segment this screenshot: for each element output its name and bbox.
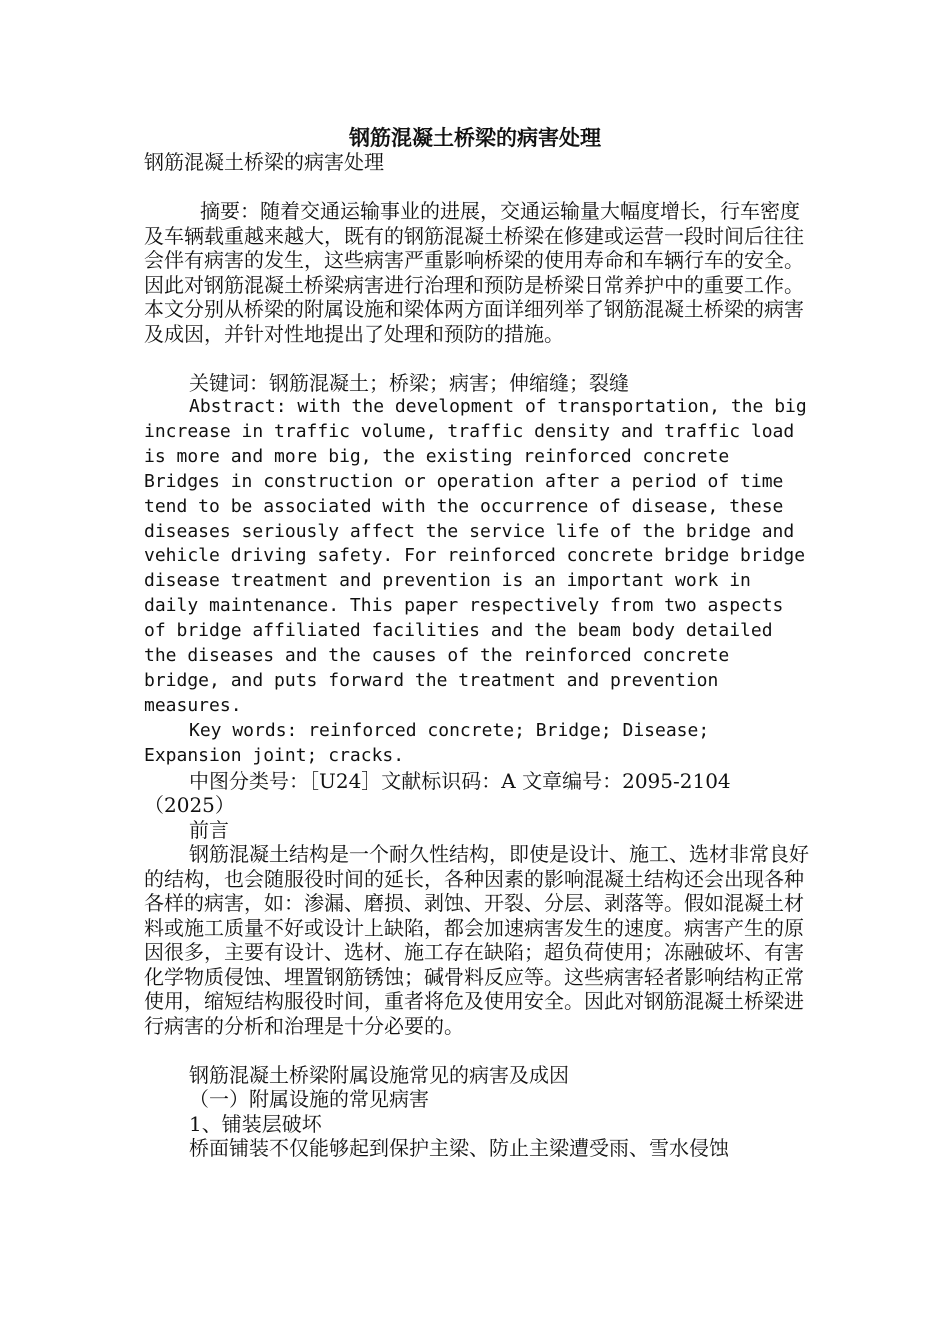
document-title: 钢筋混凝土桥梁的病害处理 [349,125,601,150]
document-subtitle: 钢筋混凝土桥梁的病害处理 [144,150,384,174]
document-body [144,150,810,1161]
item-paragraph: 桥面铺装不仅能够起到保护主梁、防止主梁遭受雨、雪水侵蚀 [189,1136,729,1161]
preface-paragraph: 钢筋混凝土结构是一个耐久性结构，即使是设计、施工、选材非常良好的结构，也会随服役时间的延长，各种因素的影响混凝土结构还会出现各种各样的病害，如：渗漏、磨损、剥蚀、开裂、分层、剥落等。假如混凝土材料或施工质量不好或设计上缺陷，都会加速病害发生的速度。病害产生的原因很多，主要有设计、选材、施工存在缺陷；超负荷使用；冻融破坏、有害化学物质侵蚀、埋置钢筋锈蚀；碱骨料反应等。这些病害轻者影响结构正常使用，缩短结构服役时间，重者将危及使用安全。因此对钢筋混凝土桥梁进行病害的分析和治理是十分必要的。 [144,842,809,1038]
section-heading: 钢筋混凝土桥梁附属设施常见的病害及成因 [189,1062,569,1087]
preface-heading: 前言 [189,817,229,842]
item-heading: 1、铺装层破坏 [189,1111,322,1136]
english-keywords: Key words: reinforced concrete; Bridge; Disease; Expansion joint; cracks. [144,719,710,766]
subsection-heading: （一）附属设施的常见病害 [189,1087,429,1112]
english-abstract: Abstract: with the development of transportation, the big increase in traffic volume, traffic density and traffic load is more and more big, the existing reinforced concrete Bridges in construction or operation after a period of time tend to be associated with the occurrence of disease, these diseases seriously affect the service life of the bridge and vehicle driving safety. For reinforced concrete bridge bridge disease treatment and prevention is an important work in daily maintenance. This paper respectively from two aspects of bridge affiliated facilities and the beam body detailed the diseases and the causes of the reinforced concrete bridge, and puts forward the treatment and prevention measures. [144,396,807,716]
spacer [144,1038,810,1063]
chinese-abstract: 摘要：随着交通运输事业的进展，交通运输量大幅度增长，行车密度及车辆载重越来越大，既有的钢筋混凝土桥梁在修建或运营一段时间后往往会伴有病害的发生，这些病害严重影响桥梁的使用寿命和车辆行车的安全。因此对钢筋混凝土桥梁病害进行治理和预防是桥梁日常养护中的重要工作。本文分别从桥梁的附属设施和梁体两方面详细列举了钢筋混凝土桥梁的病害及成因，并针对性地提出了处理和预防的措施。 [144,199,804,346]
classification-line: 中图分类号：［U24］文献标识码：A 文章编号：2095-2104（2025） [144,768,731,818]
spacer [144,175,810,200]
chinese-keywords: 关键词：钢筋混凝土；桥梁；病害；伸缩缝；裂缝 [189,370,629,395]
spacer [144,346,810,371]
